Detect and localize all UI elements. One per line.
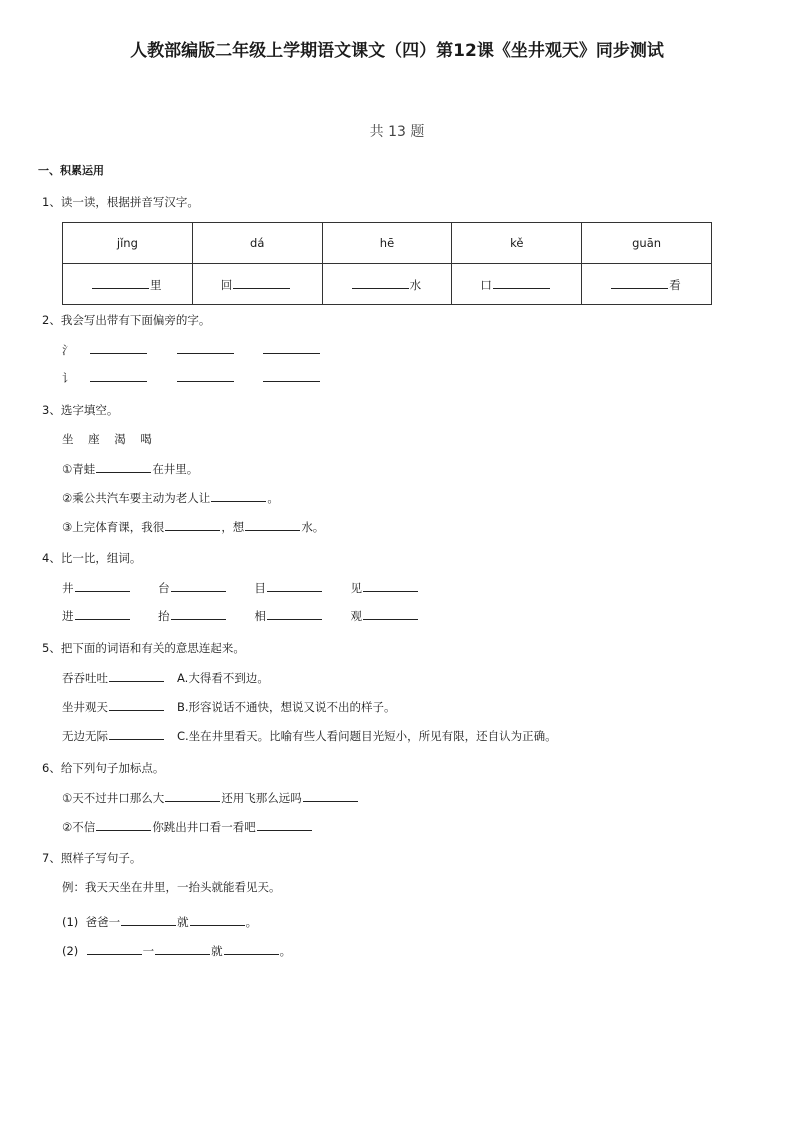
item-text: ①天不过井口那么大: [62, 791, 165, 805]
question-6-prompt: 6、给下列句子加标点。: [42, 761, 165, 775]
compare-row: [62, 579, 419, 596]
choice-char: 座: [88, 432, 100, 446]
match-word: 坐井观天: [62, 700, 108, 714]
pinyin-cell: hē: [322, 223, 452, 264]
item-text: ③上完体育课，我很: [62, 520, 165, 534]
choice-char: 坐: [62, 432, 74, 446]
radical: 氵: [62, 343, 74, 357]
answer-blank[interactable]: [493, 276, 550, 289]
item-text: 就: [211, 944, 223, 958]
match-row: [62, 698, 396, 715]
word-prefix: 口: [480, 277, 492, 292]
item-text: 你跳出井口看一看吧: [152, 820, 256, 834]
pinyin-cell: guān: [582, 223, 712, 264]
answer-blank[interactable]: [363, 607, 418, 620]
answer-blank[interactable]: [109, 669, 164, 682]
answer-blank[interactable]: [155, 942, 210, 955]
item-text: 。: [267, 491, 279, 505]
example-sentence: 例：我天天坐在井里，一抬头就能看见天。: [62, 880, 281, 894]
match-word: 无边无际: [62, 729, 108, 743]
word-suffix: 水: [409, 277, 422, 292]
match-row: [62, 669, 269, 686]
answer-blank[interactable]: [165, 789, 220, 802]
item-text: 。: [279, 944, 292, 958]
word-suffix: 看: [669, 277, 681, 292]
item-text: 就: [177, 915, 189, 929]
fill-item: [62, 489, 279, 506]
compare-char: 目: [254, 581, 266, 595]
word-prefix: 回: [220, 277, 233, 292]
compare-char: 井: [62, 581, 74, 595]
word-cell: [582, 264, 712, 305]
answer-blank[interactable]: [257, 818, 312, 831]
word-cell: [322, 264, 452, 305]
compare-char: 进: [62, 609, 74, 623]
word-cell: [192, 264, 322, 305]
compare-row: [62, 607, 419, 624]
answer-blank[interactable]: [211, 489, 266, 502]
answer-blank[interactable]: [165, 518, 220, 531]
question-count: 共 13 题: [369, 124, 425, 140]
answer-blank[interactable]: [352, 276, 409, 289]
answer-blank[interactable]: [267, 579, 322, 592]
answer-blank[interactable]: [90, 341, 147, 354]
match-meaning: B.形容说话不通快，想说又说不出的样子。: [177, 700, 396, 714]
question-2-prompt: 2、我会写出带有下面偏旁的字。: [42, 313, 211, 327]
answer-blank[interactable]: [245, 518, 300, 531]
item-text: ②不信: [62, 820, 96, 834]
answer-blank[interactable]: [363, 579, 418, 592]
compare-char: 台: [158, 581, 170, 595]
compare-char: 观: [350, 609, 362, 623]
compare-char: 见: [350, 581, 362, 595]
choice-char: 渴: [114, 432, 126, 446]
radical-row: [62, 369, 321, 386]
punctuation-item: [62, 789, 359, 806]
answer-blank[interactable]: [263, 341, 320, 354]
pinyin-cell: dá: [192, 223, 322, 264]
answer-blank[interactable]: [303, 789, 358, 802]
pinyin-cell: kě: [452, 223, 582, 264]
radical: 讠: [62, 371, 74, 385]
answer-blank[interactable]: [171, 607, 226, 620]
sentence-item: [62, 942, 291, 959]
item-text: 水。: [301, 520, 325, 534]
fill-item: [62, 460, 198, 477]
answer-blank[interactable]: [75, 579, 130, 592]
word-suffix: 里: [150, 277, 162, 292]
answer-blank[interactable]: [177, 341, 234, 354]
match-row: [62, 727, 557, 744]
page-title: 人教部编版二年级上学期语文课文（四）第12课《坐井观天》同步测试: [130, 41, 664, 61]
answer-blank[interactable]: [611, 276, 668, 289]
answer-blank[interactable]: [267, 607, 322, 620]
item-text: 一: [142, 944, 155, 958]
item-number: (1): [62, 915, 79, 929]
item-text: 还用飞那么远吗: [221, 791, 302, 805]
answer-blank[interactable]: [121, 913, 176, 926]
question-5-prompt: 5、把下面的词语和有关的意思连起来。: [42, 641, 245, 655]
answer-blank[interactable]: [263, 369, 320, 382]
question-4-prompt: 4、比一比，组词。: [42, 551, 142, 565]
question-3-prompt: 3、选字填空。: [42, 403, 119, 417]
answer-blank[interactable]: [224, 942, 279, 955]
answer-blank[interactable]: [190, 913, 245, 926]
answer-blank[interactable]: [90, 369, 147, 382]
match-word: 吞吞吐吐: [62, 671, 108, 685]
word-cell: [63, 264, 193, 305]
item-text: ，想: [221, 520, 245, 534]
item-number: (2): [62, 944, 79, 958]
radical-row: [62, 341, 321, 358]
compare-char: 抬: [158, 609, 170, 623]
pinyin-cell: jǐng: [63, 223, 193, 264]
answer-blank[interactable]: [87, 942, 142, 955]
word-cell: [452, 264, 582, 305]
answer-blank[interactable]: [92, 276, 149, 289]
answer-blank[interactable]: [75, 607, 130, 620]
choice-chars: [62, 431, 152, 447]
pinyin-table: [62, 222, 712, 305]
answer-blank[interactable]: [171, 579, 226, 592]
item-text: 爸爸一: [85, 915, 121, 929]
punctuation-item: [62, 818, 313, 835]
answer-blank[interactable]: [109, 727, 164, 740]
item-text: 在井里。: [152, 462, 199, 476]
question-7-prompt: 7、照样子写句子。: [42, 851, 142, 865]
answer-blank[interactable]: [96, 818, 151, 831]
fill-item: [62, 518, 324, 535]
item-text: 。: [245, 915, 258, 929]
sentence-item: [62, 913, 257, 930]
answer-blank[interactable]: [109, 698, 164, 711]
choice-char: 喝: [140, 432, 152, 446]
section-heading: 一、积累运用: [38, 164, 104, 177]
question-1-prompt: 1、读一读，根据拼音写汉字。: [42, 195, 199, 209]
match-meaning: C.坐在井里看天。比喻有些人看问题目光短小，所见有限，还自认为正确。: [177, 729, 557, 743]
item-text: ①青蛙: [62, 462, 96, 476]
answer-blank[interactable]: [233, 276, 290, 289]
answer-blank[interactable]: [177, 369, 234, 382]
compare-char: 相: [254, 609, 266, 623]
match-meaning: A.大得看不到边。: [177, 671, 269, 685]
answer-blank[interactable]: [96, 460, 151, 473]
item-text: ②乘公共汽车要主动为老人让: [62, 491, 211, 505]
